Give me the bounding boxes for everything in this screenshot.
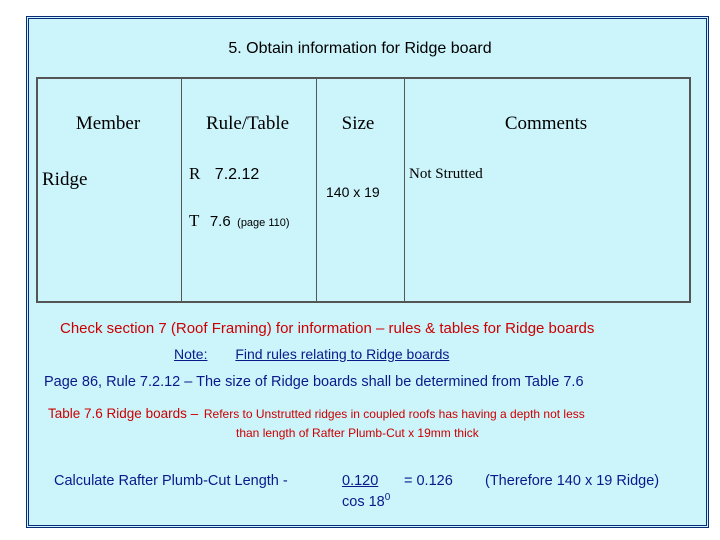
calc-numerator: 0.120 bbox=[342, 473, 379, 489]
cell-comment: Not Strutted bbox=[409, 166, 483, 182]
table-note-desc: Refers to Unstrutted ridges in coupled roofs has having a depth not less bbox=[203, 407, 585, 421]
check-section-note: Check section 7 (Roof Framing) for information – rules & tables for Ridge boards bbox=[60, 320, 595, 337]
table-note-line1 bbox=[48, 406, 585, 421]
table-page: (page 110) bbox=[237, 217, 290, 229]
cell-table-ref bbox=[189, 211, 290, 231]
table-note-line2: than length of Rafter Plumb-Cut x 19mm thick bbox=[236, 426, 479, 440]
calc-exponent: 0 bbox=[384, 492, 391, 503]
header-size: Size bbox=[341, 113, 375, 134]
note-text: Find rules relating to Ridge boards bbox=[235, 346, 450, 362]
cell-member: Ridge bbox=[42, 169, 88, 190]
table-note-bold: Table 7.6 Ridge boards – bbox=[48, 406, 199, 421]
cell-size: 140 x 19 bbox=[326, 184, 380, 200]
calc-label: Calculate Rafter Plumb-Cut Length - bbox=[54, 473, 288, 489]
calc-conclusion: (Therefore 140 x 19 Ridge) bbox=[485, 473, 660, 489]
calc-denominator bbox=[342, 492, 390, 510]
slide-title: 5. Obtain information for Ridge board bbox=[228, 40, 492, 57]
rule-value: 7.2.12 bbox=[214, 166, 260, 183]
header-member: Member bbox=[75, 113, 141, 134]
calc-result: = 0.126 bbox=[404, 473, 453, 489]
calc-denominator-text: cos 18 bbox=[342, 493, 385, 510]
cell-rule bbox=[189, 164, 259, 184]
rule-prefix: R bbox=[189, 164, 201, 183]
note-line bbox=[174, 346, 449, 362]
note-label: Note: bbox=[174, 346, 208, 362]
page-rule-note: Page 86, Rule 7.2.12 – The size of Ridge boards shall be determined from Table 7.6 bbox=[44, 374, 584, 390]
table-prefix: T bbox=[189, 211, 200, 230]
header-comments: Comments bbox=[504, 113, 588, 134]
table-value: 7.6 bbox=[209, 213, 231, 230]
header-rule-table: Rule/Table bbox=[205, 113, 290, 134]
